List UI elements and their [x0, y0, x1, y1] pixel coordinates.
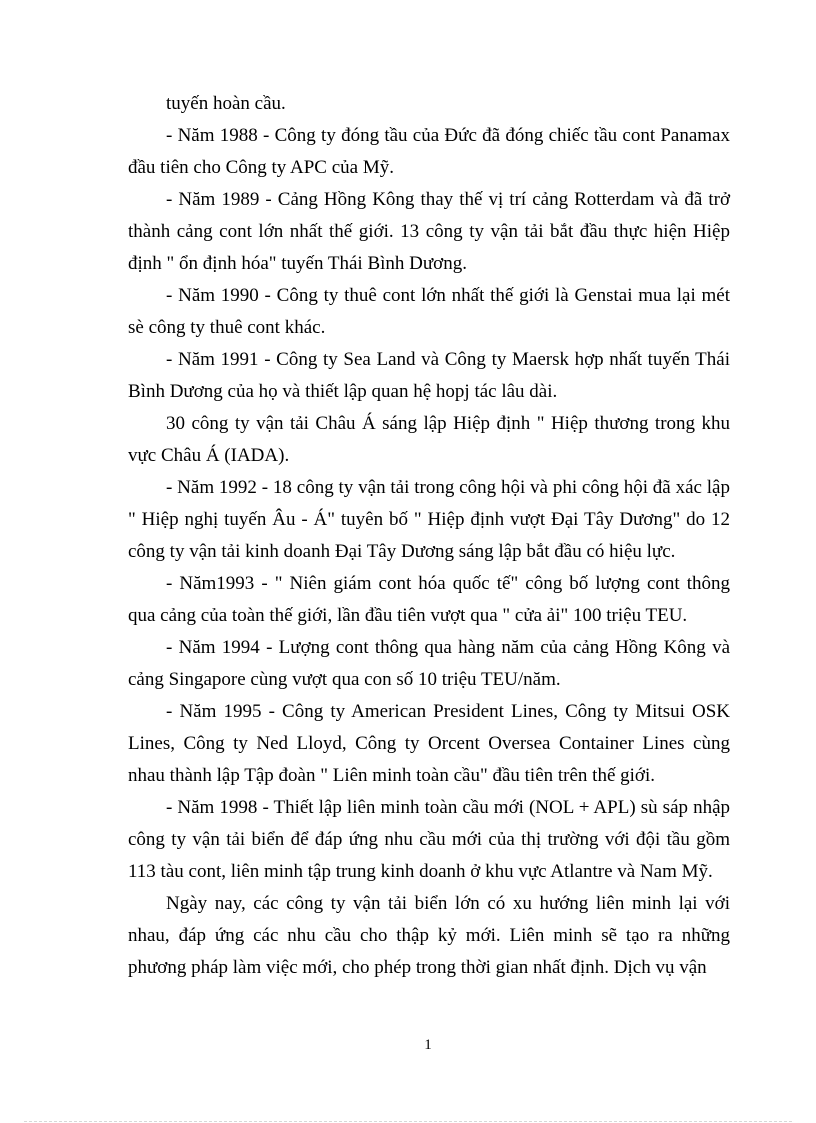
paragraph-1995: - Năm 1995 - Công ty American President Lines, Công ty Mitsui OSK Lines, Công ty Ned Lloyd, Công ty Orcent Oversea Container Lines cùng nhau thành lập Tập đoàn " Liên minh toàn cầu" đầu tiên trên thế giới.	[128, 701, 730, 786]
paragraph-1988: - Năm 1988 - Công ty đóng tầu của Đức đã đóng chiếc tầu cont Panamax đầu tiên cho Công ty APC của Mỹ.	[128, 125, 730, 178]
paragraph-1993: - Năm1993 - " Niên giám cont hóa quốc tế" công bố lượng cont thông qua cảng của toàn thế giới, lần đầu tiên vượt qua " cửa ải" 100 triệu TEU.	[128, 573, 730, 626]
page-bottom-divider	[24, 1121, 792, 1122]
page-number: 1	[424, 1037, 432, 1053]
paragraph-1989: - Năm 1989 - Cảng Hồng Kông thay thế vị trí cảng Rotterdam và đã trở thành cảng cont lớn nhất thế giới. 13 công ty vận tải bắt đầu thực hiện Hiệp định " ổn định hóa" tuyến Thái Bình Dương.	[128, 189, 730, 274]
paragraph-1990: - Năm 1990 - Công ty thuê cont lớn nhất thế giới là Genstai mua lại mét sè công ty thuê cont khác.	[128, 285, 730, 338]
body-text	[128, 88, 730, 984]
paragraph-continuation: tuyến hoàn cầu.	[166, 93, 286, 114]
paragraph-1998: - Năm 1998 - Thiết lập liên minh toàn cầu mới (NOL + APL) sù sáp nhập công ty vận tải biển để đáp ứng nhu cầu mới của thị trường với đội tầu gồm 113 tàu cont, liên minh tập trung kinh doanh ở khu vực Atlantre và Nam Mỹ.	[128, 797, 730, 882]
paragraph-today: Ngày nay, các công ty vận tải biển lớn có xu hướng liên minh lại với nhau, đáp ứng các nhu cầu cho thập kỷ mới. Liên minh sẽ tạo ra những phương pháp làm việc mới, cho phép trong thời gian nhất định. Dịch vụ vận	[128, 893, 730, 978]
paragraph-iada: 30 công ty vận tải Châu Á sáng lập Hiệp định " Hiệp thương trong khu vực Châu Á (IADA).	[128, 413, 730, 466]
paragraph-1992: - Năm 1992 - 18 công ty vận tải trong công hội và phi công hội đã xác lập " Hiệp nghị tuyến Âu - Á" tuyên bố " Hiệp định vượt Đại Tây Dương" do 12 công ty vận tải kinh doanh Đại Tây Dương sáng lập bắt đầu có hiệu lực.	[128, 477, 730, 562]
paragraph-1994: - Năm 1994 - Lượng cont thông qua hàng năm của cảng Hồng Kông và cảng Singapore cùng vượt qua con số 10 triệu TEU/năm.	[128, 637, 730, 690]
paragraph-1991: - Năm 1991 - Công ty Sea Land và Công ty Maersk hợp nhất tuyến Thái Bình Dương của họ và thiết lập quan hệ hopj tác lâu dài.	[128, 349, 730, 402]
